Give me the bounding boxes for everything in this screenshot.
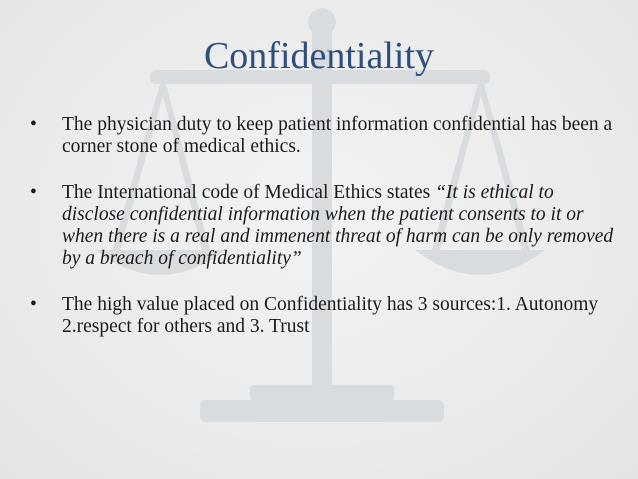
- bullet-item: [30, 182, 615, 270]
- bullet-icon: •: [30, 182, 37, 203]
- bullet-item: [30, 114, 615, 158]
- slide-title: Confidentiality: [203, 35, 435, 77]
- bullet-text: The International code of Medical Ethics states: [62, 182, 436, 203]
- bullet-text: The physician duty to keep patient information confidential has been a corner stone of medical ethics.: [62, 114, 613, 157]
- bullet-icon: •: [30, 114, 37, 135]
- bullet-quote: “It is ethical to disclose confidential information when the patient consents to it or when there is a real and immenent threat of harm can be only removed by a breach of confidentiality”: [62, 182, 614, 269]
- bullet-icon: •: [30, 294, 37, 315]
- bullet-text: The high value placed on Confidentiality has 3 sources:1. Autonomy 2.respect for others and 3. Trust: [62, 294, 599, 337]
- bullet-list: [30, 114, 615, 362]
- bullet-item: [30, 294, 615, 338]
